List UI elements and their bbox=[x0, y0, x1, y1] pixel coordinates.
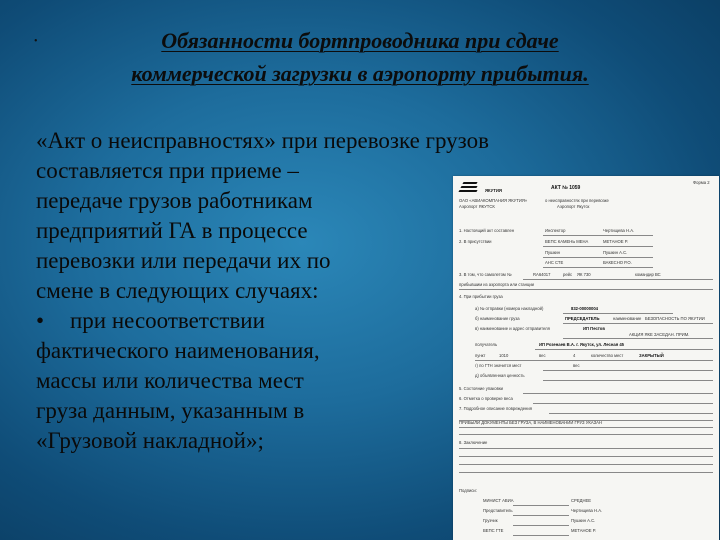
body-line: составляется при приеме – bbox=[36, 158, 299, 183]
form-r16-label: 6. Отметка о проверке веса bbox=[459, 396, 513, 401]
form-r17-label: 7. Подробное описание повреждения bbox=[459, 406, 532, 411]
form-r12-f: ЗАКРЫТЫЙ bbox=[639, 353, 664, 358]
form-r8-label: а) № отправки (номера накладной) bbox=[475, 306, 544, 311]
form-sig-b: Чертищева Н.А. bbox=[571, 508, 603, 513]
form-r1-b: Чертищева Н.А. bbox=[603, 228, 635, 233]
form-r5-c: ЯК 730 bbox=[577, 272, 591, 277]
slide-title-text bbox=[0, 24, 720, 90]
form-r5-label: 3. В том, что самолетом № bbox=[459, 272, 512, 277]
body-line: «Акт о неисправностях» при перевозке грузов bbox=[36, 128, 489, 153]
form-r18: ПРИБЫЛИ ДОКУМЕНТЫ БЕЗ ГРУЗА, В НАИМЕНОВАНИИ ГРУЗ УКАЗАН bbox=[459, 420, 602, 425]
form-r12-a: пункт bbox=[475, 353, 486, 358]
form-r10-label: в) наименование и адрес отправителя bbox=[475, 326, 550, 331]
form-r1-a: Инспектор bbox=[545, 228, 566, 233]
form-r6: прибывшим из аэропорта или станции bbox=[459, 282, 535, 287]
bullet-marker: • bbox=[36, 308, 45, 333]
form-signatures-title: Подписи: bbox=[459, 488, 477, 493]
form-r1-label: 1. Настоящий акт составлен bbox=[459, 228, 515, 233]
form-r15-label: 5. Состояние упаковки bbox=[459, 386, 504, 391]
form-header-right-1: о неисправностях при перевозке bbox=[545, 198, 609, 203]
form-sig-b: СРЕДНЕЕ bbox=[571, 498, 592, 503]
body-line: перевозки или передачи их по bbox=[36, 248, 331, 273]
form-header-left-1: ОАО «АВИАКОМПАНИЯ ЯКУТИЯ» bbox=[459, 198, 528, 203]
form-r11-label: получатель bbox=[475, 342, 498, 347]
form-r8-value: 832-00000004 bbox=[571, 306, 599, 311]
form-r2-a: ВЕПС КАМЕНЬ МЕНА bbox=[545, 239, 589, 244]
form-r12-b: 1010 bbox=[499, 353, 509, 358]
form-r10-c: АКЦИЯ ЯКЕ ЗАСЕДАН. ПРИМ. bbox=[629, 332, 690, 337]
body-line: передаче грузов работникам bbox=[36, 188, 313, 213]
form-act-title: АКТ № 1059 bbox=[551, 185, 581, 191]
body-line: смене в следующих случаях: bbox=[36, 278, 319, 303]
title-line-2: коммерческой загрузки в аэропорту прибытия. bbox=[131, 61, 589, 86]
form-r12-e: количество мест bbox=[591, 353, 624, 358]
form-r4-b: ВАКЕСНО Р.О. bbox=[603, 260, 632, 265]
form-r13-c: вес bbox=[573, 363, 580, 368]
form-r5-a: RA64017 bbox=[533, 272, 551, 277]
form-sig-a: Представитель bbox=[483, 508, 513, 513]
form-number: Форма 2 bbox=[693, 180, 710, 185]
title-bullet-marker: • bbox=[34, 36, 38, 47]
body-line: фактического наименования, bbox=[36, 338, 320, 363]
form-r5-d: командир ВС bbox=[635, 272, 661, 277]
body-line: массы или количества мест bbox=[36, 368, 304, 393]
form-r14-label: д) объявленная ценность bbox=[475, 373, 525, 378]
form-r13-label: г) по ГТН значится мест bbox=[475, 363, 522, 368]
body-line: предприятий ГА в процессе bbox=[36, 218, 308, 243]
bullet-text: при несоответствии bbox=[70, 308, 265, 333]
title-line-1: Обязанности бортпроводника при сдаче bbox=[161, 28, 559, 53]
form-sig-a: Грузчик bbox=[483, 518, 498, 523]
form-brand: ЯКУТИЯ bbox=[485, 188, 502, 193]
body-line: груза данным, указанным в bbox=[36, 398, 305, 423]
form-r9-value: ПРЕДСЕДАТЕЛЬ bbox=[565, 316, 600, 321]
form-sig-b: Пушкин А.С. bbox=[571, 518, 596, 523]
form-sig-a: МИНИСТ АВИА bbox=[483, 498, 514, 503]
form-r3-a: Пушкин bbox=[545, 250, 560, 255]
airline-logo-icon bbox=[459, 179, 481, 197]
form-r5-b: рейс bbox=[563, 272, 573, 277]
form-header-left-2: Аэропорт ЯКУТСК bbox=[459, 204, 495, 209]
form-r4-a: АНС СТЕ bbox=[545, 260, 564, 265]
form-r12-d: 4 bbox=[573, 353, 576, 358]
body-line: «Грузовой накладной»; bbox=[36, 428, 264, 453]
form-r9-c: наименование bbox=[613, 316, 642, 321]
form-r9-d: БЕЗОПАСНОСТЬ ПО ЯКУТИИ bbox=[645, 316, 705, 321]
form-sig-b: МЕТАНОЕ Р. bbox=[571, 528, 596, 533]
form-r10-value: ИП Пестов bbox=[583, 326, 605, 331]
form-r2-b: МЕТАНОЕ Р. bbox=[603, 239, 628, 244]
form-header-right-2: Аэропорт Якутск bbox=[557, 204, 590, 209]
form-sig-a: ВЕПС ГТЕ bbox=[483, 528, 504, 533]
form-r9-label: б) наименование груза bbox=[475, 316, 520, 321]
form-r11-value: ИП Розенаев В.А. г. Якутск, ул. Лесная 45 bbox=[539, 342, 625, 347]
form-r7: 4. При прибытии груза bbox=[459, 294, 503, 299]
form-r3-b: Пушкин А.С. bbox=[603, 250, 628, 255]
form-r12-c: вес bbox=[539, 353, 546, 358]
form-r2-label: 2. В присутствии bbox=[459, 239, 492, 244]
form-r19: 8. Заключение bbox=[459, 440, 488, 445]
act-form-scan bbox=[453, 176, 719, 540]
